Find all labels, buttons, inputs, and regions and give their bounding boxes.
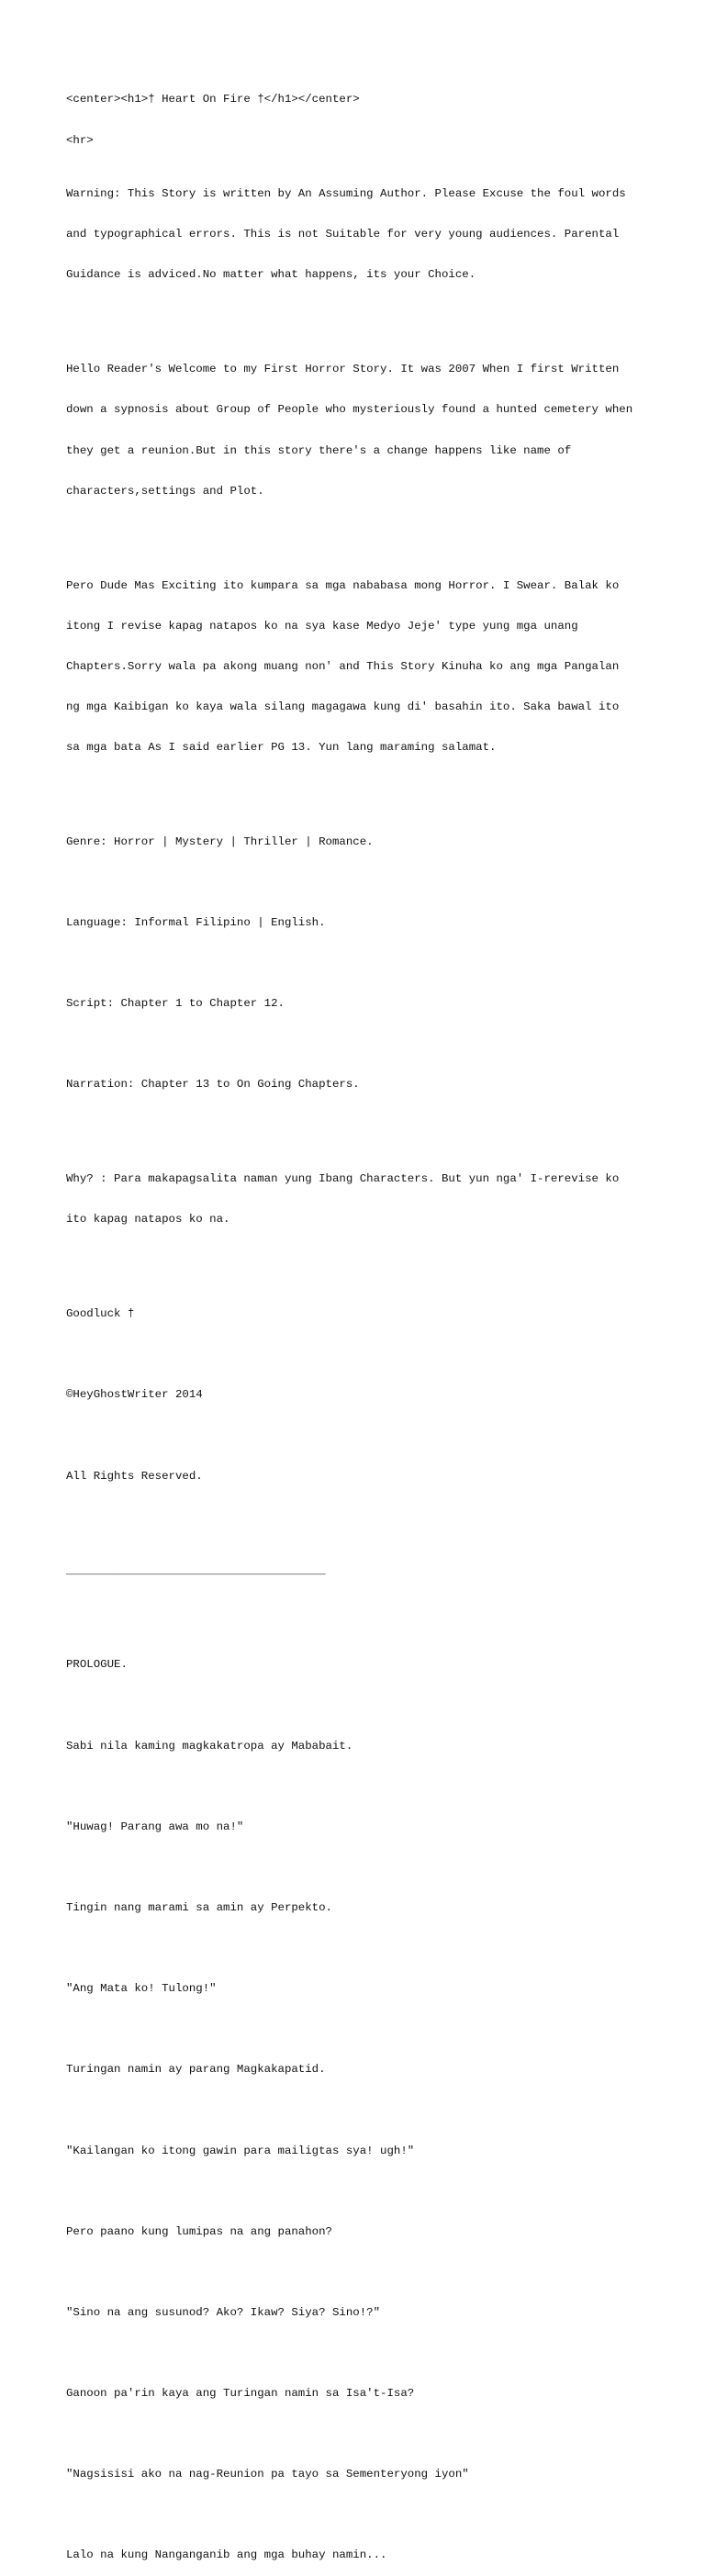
prologue-line: Turingan namin ay parang Magkakapatid.	[66, 2063, 326, 2077]
language-line: Language: Informal Filipino | English.	[66, 916, 326, 929]
why-line: Why? : Para makapagsalita naman yung Ibang Characters. But yun nga' I-rerevise ko	[66, 1172, 620, 1186]
intro-filipino-line: Pero Dude Mas Exciting ito kumpara sa mga nababasa mong Horror. I Swear. Balak ko	[66, 578, 620, 592]
intro-filipino-line: sa mga bata As I said earlier PG 13. Yun lang maraming salamat.	[66, 740, 497, 754]
rights-line: All Rights Reserved.	[66, 1469, 203, 1483]
genre-line: Genre: Horror | Mystery | Thriller | Romance.	[66, 834, 374, 848]
separator-line: ______________________________________	[66, 1563, 326, 1577]
prologue-line: "Huwag! Parang awa mo na!"	[66, 1820, 244, 1833]
warning-line: Warning: This Story is written by An Assuming Author. Please Excuse the foul words	[66, 187, 626, 201]
prologue-line: Ganoon pa'rin kaya ang Turingan namin sa Isa't-Isa?	[66, 2387, 415, 2401]
why-line: ito kapag natapos ko na.	[66, 1213, 230, 1226]
narration-line: Narration: Chapter 13 to On Going Chapters.	[66, 1078, 360, 1092]
prologue-line: "Kailangan ko itong gawin para mailigtas sya! ugh!"	[66, 2144, 415, 2157]
raw-title-line: <center><h1>† Heart On Fire †</h1></center>	[66, 93, 360, 106]
warning-line: Guidance is adviced.No matter what happens, its your Choice.	[66, 268, 476, 282]
prologue-line: Sabi nila kaming magkakatropa ay Mababait.	[66, 1739, 353, 1753]
warning-line: and typographical errors. This is not Suitable for very young audiences. Parental	[66, 228, 620, 241]
script-line: Script: Chapter 1 to Chapter 12.	[66, 997, 285, 1011]
intro-line: characters,settings and Plot.	[66, 484, 264, 498]
intro-line: down a sypnosis about Group of People who mysteriously found a hunted cemetery when	[66, 403, 633, 417]
intro-filipino-line: ng mga Kaibigan ko kaya wala silang magagawa kung di' basahin ito. Saka bawal ito	[66, 700, 620, 713]
intro-line: they get a reunion.But in this story there's a change happens like name of	[66, 443, 572, 457]
prologue-line: Pero paano kung lumipas na ang panahon?	[66, 2224, 332, 2238]
intro-line: Hello Reader's Welcome to my First Horror Story. It was 2007 When I first Written	[66, 363, 620, 376]
prologue-line: Tingin nang marami sa amin ay Perpekto.	[66, 1900, 332, 1914]
prologue-line: "Ang Mata ko! Tulong!"	[66, 1982, 217, 1996]
copyright-line: ©HeyGhostWriter 2014	[66, 1388, 203, 1402]
intro-filipino-line: itong I revise kapag natapos ko na sya kase Medyo Jeje' type yung mga unang	[66, 619, 578, 633]
intro-filipino-line: Chapters.Sorry wala pa akong muang non' and This Story Kinuha ko ang mga Pangalan	[66, 659, 620, 673]
raw-hr-line: <hr>	[66, 133, 94, 147]
goodluck-line: Goodluck †	[66, 1307, 135, 1321]
document-body	[66, 66, 654, 2576]
prologue-line: "Sino na ang susunod? Ako? Ikaw? Siya? Sino!?"	[66, 2305, 381, 2319]
prologue-line: Lalo na kung Nanganganib ang mga buhay namin...	[66, 2548, 387, 2562]
prologue-heading: PROLOGUE.	[66, 1658, 128, 1672]
prologue-line: "Nagsisisi ako na nag-Reunion pa tayo sa Sementeryong iyon"	[66, 2468, 469, 2481]
